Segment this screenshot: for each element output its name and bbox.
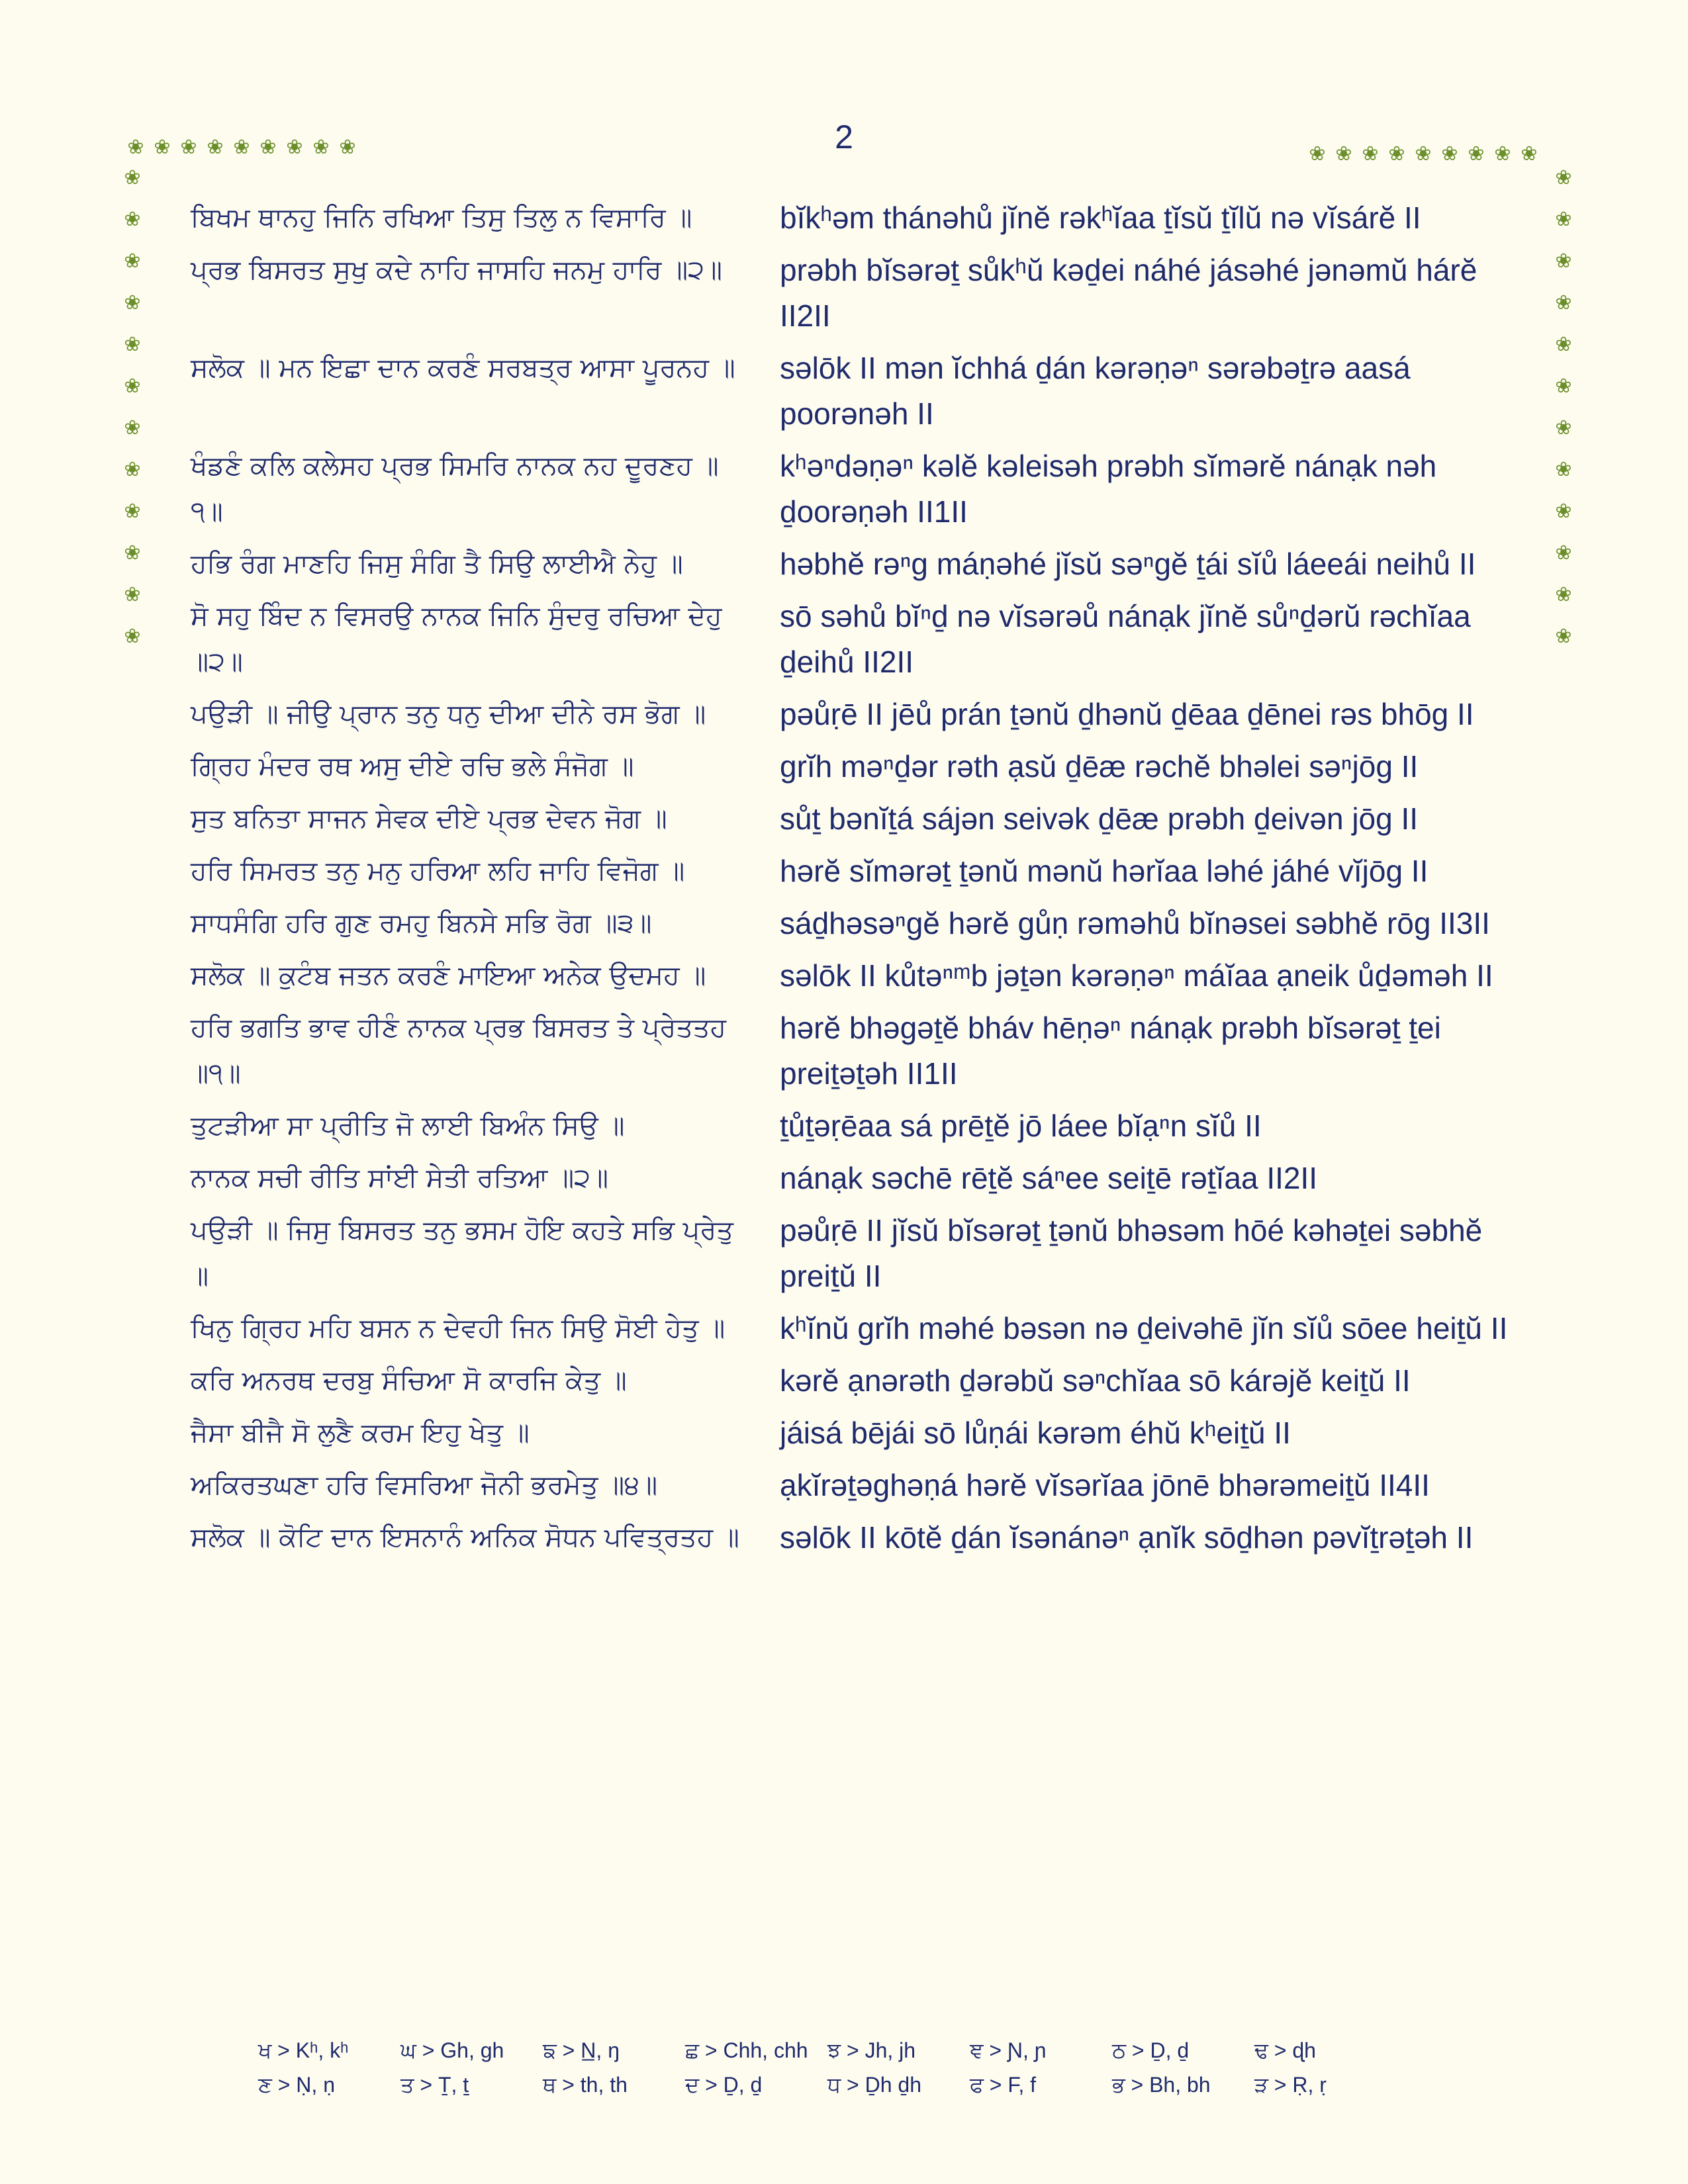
flower-ornament-icon: ❀ bbox=[124, 292, 141, 314]
legend-item: ਛ > Chh, chh bbox=[685, 2038, 808, 2062]
flower-ornament-icon: ❀ bbox=[1494, 143, 1511, 165]
flower-ornament-icon: ❀ bbox=[286, 136, 303, 158]
flower-ornament-icon: ❀ bbox=[1555, 459, 1572, 480]
verse-row bbox=[191, 848, 1521, 901]
flower-ornament-icon: ❀ bbox=[1555, 500, 1572, 522]
legend-item: ਭ > Bh, bh bbox=[1112, 2073, 1211, 2097]
gurmukhi-text: ਪਉੜੀ ॥ ਜੀਉ ਪ੍ਰਾਨ ਤਨੁ ਧਨੁ ਦੀਆ ਦੀਨੇ ਰਸ ਭੋਗ ॥ bbox=[191, 699, 706, 729]
legend-item: ਦ > Ḏ, ḏ bbox=[685, 2073, 763, 2097]
transliteration-text: ṯůṯəṛēaa sá prēṯĕ jō láee bĭạⁿn sĭů II bbox=[780, 1109, 1262, 1143]
gurmukhi-text: ਪਉੜੀ ॥ ਜਿਸੁ ਬਿਸਰਤ ਤਨੁ ਭਸਮ ਹੋਇ ਕਹਤੇ ਸਭਿ ਪ੍ਰੇਤੁ ॥ bbox=[191, 1215, 733, 1291]
flower-ornament-icon: ❀ bbox=[124, 208, 141, 230]
gurmukhi-text: ਖੰਡਣੰ ਕਲਿ ਕਲੇਸਹ ਪ੍ਰਭ ਸਿਮਰਿ ਨਾਨਕ ਨਹ ਦੂਰਣਹ ॥੧॥ bbox=[191, 451, 719, 527]
verse-row bbox=[191, 1156, 1521, 1208]
flower-ornament-icon: ❀ bbox=[1555, 334, 1572, 355]
legend-item: ਧ > Ḏh ḏh bbox=[827, 2073, 922, 2097]
gurmukhi-text: ਸੋ ਸਹੁ ਬਿੰਦ ਨ ਵਿਸਰਉ ਨਾਨਕ ਜਿਨਿ ਸੁੰਦਰੁ ਰਚਿਆ ਦੇਹੁ ॥੨॥ bbox=[191, 601, 722, 677]
gurmukhi-text: ਸਾਧਸੰਗਿ ਹਰਿ ਗੁਣ ਰਮਹੁ ਬਿਨਸੇ ਸਭਿ ਰੋਗ ॥੩॥ bbox=[191, 908, 652, 938]
legend-item: ਠ > Ḏ, ḏ bbox=[1112, 2038, 1190, 2062]
verse-row bbox=[191, 1005, 1521, 1103]
flower-ornament-icon: ❀ bbox=[127, 136, 144, 158]
flower-ornament-icon: ❀ bbox=[1555, 584, 1572, 606]
gurmukhi-text: ਸਲੋਕ ॥ ਕੋਟਿ ਦਾਨ ਇਸਨਾਨੰ ਅਨਿਕ ਸੋਧਨ ਪਵਿਤ੍ਰਤਹ ॥ bbox=[191, 1522, 739, 1553]
legend-item: ਙ > N̲, ŋ bbox=[543, 2038, 620, 2062]
transliteration-text: səlōk II mən ĭchhá ḏán kərəṇəⁿ sərəbəṯrə aasá poorənəh II bbox=[780, 351, 1411, 431]
flower-ornament-icon: ❀ bbox=[1555, 542, 1572, 564]
transliteration-text: kərĕ ạnərəth ḏərəbŭ səⁿchĭaa sō kárəjĕ keiṯŭ II bbox=[780, 1363, 1411, 1398]
flower-ornament-icon: ❀ bbox=[124, 459, 141, 480]
flower-ornament-icon: ❀ bbox=[154, 136, 171, 158]
transliteration-text: pəůṛē II jĭsŭ bĭsərəṯ ṯənŭ bhəsəm hōé kəhəṯei səbhĕ preiṯŭ II bbox=[780, 1213, 1483, 1293]
gurmukhi-text: ਬਿਖਮ ਥਾਨਹੁ ਜਿਨਿ ਰਖਿਆ ਤਿਸੁ ਤਿਲੁ ਨ ਵਿਸਾਰਿ ॥ bbox=[191, 203, 692, 233]
gurmukhi-text: ਗ੍ਰਿਹ ਮੰਦਰ ਰਥ ਅਸੁ ਦੀਏ ਰਚਿ ਭਲੇ ਸੰਜੋਗ ॥ bbox=[191, 751, 634, 782]
gurmukhi-text: ਕਰਿ ਅਨਰਥ ਦਰਬੁ ਸੰਚਿਆ ਸੋ ਕਾਰਜਿ ਕੇਤੁ ॥ bbox=[191, 1365, 627, 1396]
flower-ornament-icon: ❀ bbox=[1555, 250, 1572, 272]
flower-ornament-icon: ❀ bbox=[312, 136, 330, 158]
gurmukhi-text: ਹਰਿ ਸਿਮਰਤ ਤਨੁ ਮਨੁ ਹਰਿਆ ਲਹਿ ਜਾਹਿ ਵਿਜੋਗ ॥ bbox=[191, 856, 685, 886]
verse-row bbox=[191, 1515, 1521, 1567]
transliteration-text: kʰĭnŭ grĭh məhé bəsən nə ḏeivəhē jĭn sĭů sōee heiṯŭ II bbox=[780, 1311, 1508, 1345]
flower-ornament-icon: ❀ bbox=[124, 250, 141, 272]
gurmukhi-text: ਖਿਨੁ ਗ੍ਰਿਹ ਮਹਿ ਬਸਨ ਨ ਦੇਵਹੀ ਜਿਨ ਸਿਉ ਸੋਈ ਹੇਤੁ ॥ bbox=[191, 1313, 726, 1343]
gurmukhi-text: ਜੈਸਾ ਬੀਜੈ ਸੋ ਲੁਣੈ ਕਰਮ ਇਹੁ ਖੇਤੁ ॥ bbox=[191, 1418, 530, 1448]
flower-ornament-icon: ❀ bbox=[124, 625, 141, 647]
flower-ornament-icon: ❀ bbox=[1441, 143, 1458, 165]
verse-row bbox=[191, 1410, 1521, 1463]
flower-ornament-icon: ❀ bbox=[124, 500, 141, 522]
verse-row bbox=[191, 594, 1521, 692]
legend-item: ਣ > Ṇ, ṇ bbox=[258, 2073, 335, 2097]
verse-row bbox=[191, 692, 1521, 744]
verse-row bbox=[191, 1306, 1521, 1358]
gurmukhi-text: ਸੁਤ ਬਨਿਤਾ ਸਾਜਨ ਸੇਵਕ ਦੀਏ ਪ੍ਰਭ ਦੇਵਨ ਜੋਗ ॥ bbox=[191, 803, 667, 834]
legend-item: ਫ > F, f bbox=[970, 2073, 1037, 2097]
verse-row bbox=[191, 1208, 1521, 1306]
gurmukhi-text: ਪ੍ਰਭ ਬਿਸਰਤ ਸੁਖੁ ਕਦੇ ਨਾਹਿ ਜਾਸਹਿ ਜਨਮੁ ਹਾਰਿ ॥੨॥ bbox=[191, 255, 722, 285]
flower-ornament-icon: ❀ bbox=[1555, 167, 1572, 189]
legend-row bbox=[258, 2073, 1450, 2107]
flower-ornament-icon: ❀ bbox=[1555, 417, 1572, 439]
verse-row bbox=[191, 744, 1521, 796]
transliteration-text: sůṯ bənĭṯá sájən seivək ḏēæ prəbh ḏeivən jōg II bbox=[780, 801, 1419, 836]
verse-row bbox=[191, 195, 1521, 248]
transliteration-text: ạkĭrəṯəghəṇá hərĕ vĭsərĭaa jōnē bhərəmeiṯŭ II4II bbox=[780, 1468, 1430, 1502]
legend-item: ਞ > Ɲ, ɲ bbox=[970, 2038, 1047, 2062]
transliteration-text: grĭh məⁿḏər rəth ạsŭ ḏēæ rəchĕ bhəlei səⁿjōg II bbox=[780, 749, 1419, 784]
flower-ornament-icon: ❀ bbox=[1555, 625, 1572, 647]
flower-ornament-icon: ❀ bbox=[124, 584, 141, 606]
flower-ornament-icon: ❀ bbox=[1362, 143, 1379, 165]
flower-ornament-icon: ❀ bbox=[124, 334, 141, 355]
flower-ornament-icon: ❀ bbox=[259, 136, 277, 158]
flower-ornament-icon: ❀ bbox=[180, 136, 197, 158]
transliteration-text: səlōk II kůtəⁿᵐb jəṯən kərəṇəⁿ máĭaa ạneik ůḏəməh II bbox=[780, 958, 1493, 993]
flower-ornament-icon: ❀ bbox=[1388, 143, 1405, 165]
gurmukhi-text: ਤੁਟੜੀਆ ਸਾ ਪ੍ਰੀਤਿ ਜੋ ਲਾਈ ਬਿਅੰਨ ਸਿਉ ॥ bbox=[191, 1111, 625, 1141]
transliteration-text: sáḏhəsəⁿgĕ hərĕ gůṇ rəməhů bĭnəsei səbhĕ rōg II3II bbox=[780, 906, 1490, 940]
legend-item: ਝ > Jh, jh bbox=[827, 2038, 916, 2062]
gurmukhi-text: ਹਰਿ ਭਗਤਿ ਭਾਵ ਹੀਣੰ ਨਾਨਕ ਪ੍ਰਭ ਬਿਸਰਤ ਤੇ ਪ੍ਰੇਤਤਹ ॥੧॥ bbox=[191, 1013, 727, 1089]
flower-ornament-icon: ❀ bbox=[1468, 143, 1485, 165]
legend-item: ਥ > th, th bbox=[543, 2073, 628, 2097]
gurmukhi-text: ਹਭਿ ਰੰਗ ਮਾਣਹਿ ਜਿਸੁ ਸੰਗਿ ਤੈ ਸਿਉ ਲਾਈਐ ਨੇਹੁ ॥ bbox=[191, 549, 683, 579]
verse-table bbox=[191, 195, 1521, 1567]
legend-row bbox=[258, 2038, 1450, 2073]
flower-ornament-icon: ❀ bbox=[124, 375, 141, 397]
transliteration-text: bĭkʰəm thánəhů jĭnĕ rəkʰĭaa ṯĭsŭ ṯĭlŭ nə vĭsárĕ II bbox=[780, 201, 1421, 235]
gurmukhi-text: ਅਕਿਰਤਘਣਾ ਹਰਿ ਵਿਸਰਿਆ ਜੋਨੀ ਭਰਮੇਤੁ ॥੪॥ bbox=[191, 1470, 658, 1500]
legend-item: ਢ > ɖh bbox=[1254, 2038, 1316, 2062]
legend-item: ੜ > Ṛ, ṛ bbox=[1254, 2073, 1327, 2097]
transliteration-text: hərĕ sĭmərəṯ ṯənŭ mənŭ hərĭaa ləhé jáhé vĭjōg II bbox=[780, 854, 1429, 888]
transliteration-legend bbox=[258, 2038, 1450, 2107]
transliteration-text: nánạk səchē rēṯĕ sáⁿee seiṯē rəṯĭaa II2II bbox=[780, 1161, 1318, 1195]
transliteration-text: həbhĕ rəⁿg máṇəhé jĭsŭ səⁿgĕ ṯái sĭů láeeái neihů II bbox=[780, 547, 1476, 581]
transliteration-text: səlōk II kōtĕ ḏán ĭsənánəⁿ ạnĭk sōḏhən pəvĭṯrəṯəh II bbox=[780, 1520, 1474, 1555]
verse-row bbox=[191, 1103, 1521, 1156]
verse-row bbox=[191, 953, 1521, 1005]
transliteration-text: prəbh bĭsərəṯ sůkʰŭ kəḏei náhé jásəhé jənəmŭ hárĕ II2II bbox=[780, 253, 1477, 333]
flower-ornament-icon: ❀ bbox=[1309, 143, 1326, 165]
flower-ornament-icon: ❀ bbox=[1335, 143, 1352, 165]
flower-ornament-icon: ❀ bbox=[339, 136, 356, 158]
gurmukhi-text: ਸਲੋਕ ॥ ਮਨ ਇਛਾ ਦਾਨ ਕਰਣੰ ਸਰਬਤ੍ਰ ਆਸਾ ਪੂਰਨਹ ॥ bbox=[191, 353, 735, 383]
gurmukhi-text: ਨਾਨਕ ਸਚੀ ਰੀਤਿ ਸਾਂਈ ਸੇਤੀ ਰਤਿਆ ॥੨॥ bbox=[191, 1163, 608, 1193]
flower-ornament-icon: ❀ bbox=[1555, 375, 1572, 397]
verse-row bbox=[191, 1358, 1521, 1410]
flower-ornament-icon: ❀ bbox=[1415, 143, 1432, 165]
transliteration-text: kʰəⁿdəṇəⁿ kəlĕ kəleisəh prəbh sĭmərĕ nánạk nəh ḏoorəṇəh II1II bbox=[780, 449, 1437, 529]
flower-ornament-icon: ❀ bbox=[1521, 143, 1538, 165]
flower-ornament-icon: ❀ bbox=[124, 542, 141, 564]
legend-item: ਘ > Gh, gh bbox=[400, 2038, 504, 2062]
transliteration-text: sō səhů bĭⁿḏ nə vĭsərəů nánạk jĭnĕ sůⁿḏərŭ rəchĭaa ḏeihů II2II bbox=[780, 599, 1471, 679]
verse-row bbox=[191, 443, 1521, 541]
flower-ornament-icon: ❀ bbox=[124, 417, 141, 439]
flower-ornament-icon: ❀ bbox=[207, 136, 224, 158]
verse-row bbox=[191, 796, 1521, 848]
verse-row bbox=[191, 541, 1521, 594]
flower-ornament-icon: ❀ bbox=[1555, 208, 1572, 230]
flower-ornament-icon: ❀ bbox=[233, 136, 250, 158]
transliteration-text: jáisá bējái sō lůṇái kərəm éhŭ kʰeiṯŭ II bbox=[780, 1416, 1291, 1450]
legend-item: ਖ > Kʰ, kʰ bbox=[258, 2038, 349, 2062]
page-number: 2 bbox=[835, 118, 853, 156]
verse-row bbox=[191, 248, 1521, 345]
legend-item: ਤ > Ṯ, ṯ bbox=[400, 2073, 469, 2097]
verse-row bbox=[191, 345, 1521, 443]
gurmukhi-text: ਸਲੋਕ ॥ ਕੁਟੰਬ ਜਤਨ ਕਰਣੰ ਮਾਇਆ ਅਨੇਕ ਉਦਮਹ ॥ bbox=[191, 960, 706, 991]
verse-row bbox=[191, 901, 1521, 953]
transliteration-text: hərĕ bhəgəṯĕ bháv hēṇəⁿ nánạk prəbh bĭsərəṯ ṯei preiṯəṯəh II1II bbox=[780, 1011, 1441, 1091]
transliteration-text: pəůṛē II jēů prán ṯənŭ ḏhənŭ ḏēaa ḏēnei rəs bhōg II bbox=[780, 697, 1474, 731]
flower-ornament-icon: ❀ bbox=[124, 167, 141, 189]
flower-ornament-icon: ❀ bbox=[1555, 292, 1572, 314]
verse-row bbox=[191, 1463, 1521, 1515]
